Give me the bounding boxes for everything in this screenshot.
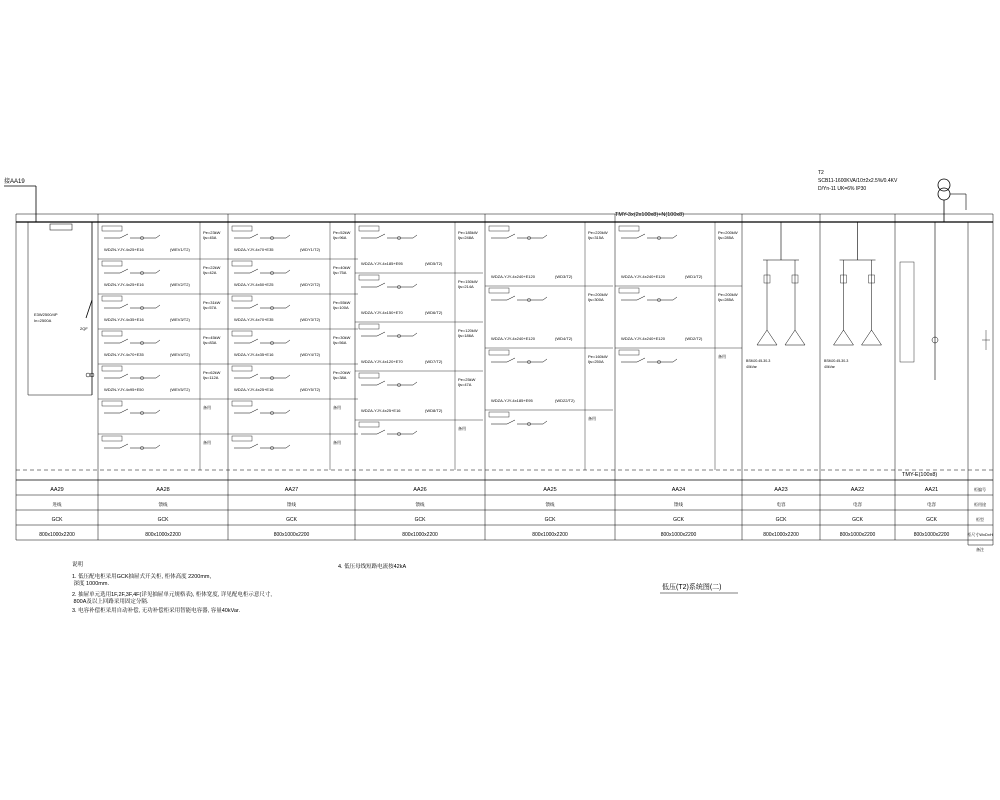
drawer-tag <box>489 288 509 293</box>
feeder-circuit: (WD1/T2) <box>685 274 703 279</box>
feeder-cable: WDZA-YJY-4x240+E120 <box>491 274 535 279</box>
feeder-cable: WDZA-YJY-4x240+E120 <box>621 274 665 279</box>
cabinet-size: 800x1000x2200 <box>39 532 75 538</box>
drawer-tag <box>359 422 379 427</box>
cabinet-size: 800x1000x2200 <box>145 532 181 538</box>
breaker-switch-icon <box>377 430 385 434</box>
cabinet-column <box>532 487 568 538</box>
cabinet-use: 进线 <box>52 502 62 507</box>
cabinet-column <box>763 487 799 538</box>
incoming-feed <box>4 177 36 222</box>
feeder-circuit: (WDY5/T2) <box>300 387 320 392</box>
breaker-switch-icon <box>120 234 128 238</box>
transformer-winding-icon <box>938 188 950 200</box>
cabinet-use: 馈线 <box>158 502 168 507</box>
svg-text:E3W2500/4P: E3W2500/4P <box>34 312 58 317</box>
row-header: 柜用途 <box>974 502 986 507</box>
feeder-cable: WDZA-YJY-4x185+E95 <box>491 398 533 403</box>
feeder-circuit: (WD2/T2) <box>685 336 703 341</box>
row-header: 柜型 <box>976 517 984 522</box>
drawer-tag <box>489 350 509 355</box>
feeder-load: Pe=23kW Ijs=45A <box>203 230 221 240</box>
feeder-circuit: (WD8/T2) <box>425 408 443 413</box>
feeder-cable: WDZA-YJY-4x150+E70 <box>361 310 403 315</box>
drawer-tag <box>359 275 379 280</box>
feeder-cable: WDZN-YJY-4x25+E16 <box>104 247 144 252</box>
drawer-tag <box>232 366 252 371</box>
feeder-drawer <box>228 434 358 450</box>
cabinet-use: 馈线 <box>287 502 296 507</box>
feeder-circuit: (WD3/T2) <box>555 274 573 279</box>
cabinet-id: AA21 <box>924 487 939 493</box>
capacitor-bank <box>900 222 938 380</box>
cabinet-column <box>661 487 697 538</box>
feeder-circuit: (WEV3/T2) <box>170 317 190 322</box>
feeder-load: 备用 <box>718 354 726 359</box>
breaker-switch-icon <box>377 381 385 385</box>
feeder-drawer <box>615 348 742 364</box>
feeder-load: Pe=185kW Ijs=248A <box>458 230 478 240</box>
feeder-drawer <box>98 259 228 287</box>
breaker-switch-icon <box>637 358 645 362</box>
drawer-tag <box>359 324 379 329</box>
drawer-tag <box>359 226 379 231</box>
feeder-drawer <box>102 226 221 252</box>
breaker-switch-icon <box>250 444 258 448</box>
cabinet-type: GCK <box>775 517 787 523</box>
feeder-cable: WDZA-YJY-4x240+E120 <box>621 336 665 341</box>
feeder-load: Pe=40kW Ijs=75A <box>333 265 351 275</box>
breaker-switch-icon <box>377 234 385 238</box>
svg-text:In=2500A: In=2500A <box>34 318 52 323</box>
feeder-circuit: (WDY4/T2) <box>300 352 320 357</box>
cabinet-size: 800x1000x2200 <box>660 532 697 538</box>
capacitor-note: 40kVar <box>746 365 757 369</box>
feeder-drawer <box>98 329 228 357</box>
cabinet-id: AA23 <box>774 487 788 493</box>
capacitor-icon <box>757 330 777 345</box>
drawer-tag <box>102 436 122 441</box>
cabinet-size: 800x1000x2200 <box>839 532 876 538</box>
breaker-switch-icon <box>507 234 515 238</box>
drawer-tag <box>232 436 252 441</box>
incoming-label: 接AA19 <box>4 179 25 185</box>
feeder-circuit: (WD5/T2) <box>425 261 443 266</box>
capacitor-bank <box>746 222 805 369</box>
breaker-switch-icon <box>507 420 515 424</box>
feeder-circuits <box>98 226 742 450</box>
feeder-load: Pe=55kW Ijs=100A <box>333 300 351 310</box>
cabinet-id: AA27 <box>284 487 299 493</box>
drawer-tag <box>489 412 509 417</box>
feeder-load: Pe=52kW Ijs=96A <box>333 230 351 240</box>
feeder-load: Pe=45kW Ijs=83A <box>203 335 221 345</box>
feeder-load: Pe=120kW Ijs=186A <box>458 328 478 338</box>
notes-title: 说明 <box>72 562 84 568</box>
feeder-circuit: (WD4/T2) <box>555 336 573 341</box>
cabinet-column <box>914 487 950 538</box>
feeder-cable: WDZN-YJY-4x25+E16 <box>104 282 144 287</box>
feeder-load: 备用 <box>458 426 466 431</box>
feeder-drawer <box>489 226 608 279</box>
feeder-circuit: (WEV4/T2) <box>170 352 190 357</box>
cabinet-id: AA28 <box>156 487 170 493</box>
capacitor-label: BSMJ0.45-30-3 <box>824 359 849 363</box>
note-item-2: 2. 抽屉单元选用1F,2F,3F,4F(详见抽屉单元规格表), 柜体宽度, 详见配电柜示意尺寸, 800A及以上回路采用固定分隔. <box>72 592 272 605</box>
cabinet-type: GCK <box>286 517 297 523</box>
svg-text:2QF: 2QF <box>80 326 88 331</box>
drawing-title: 低压(T2)系统图(二) <box>662 584 722 591</box>
cabinet-id: AA29 <box>50 487 64 493</box>
feeder-drawer <box>228 259 358 287</box>
breaker-switch-icon <box>250 304 258 308</box>
breaker-switch-icon <box>120 339 128 343</box>
incoming-breaker <box>28 222 94 395</box>
cabinet-size: 800x1000x2200 <box>402 532 438 538</box>
right-margin-marks <box>982 330 990 350</box>
transformer-id: T2 <box>818 170 824 176</box>
cabinet-size: 800x1000x2200 <box>913 532 950 538</box>
feeder-drawer <box>228 399 358 415</box>
feeder-cable: WDZA-YJY-4x240+E120 <box>491 336 535 341</box>
feeder-cable: WDZA-YJY-4x25+E16 <box>234 387 274 392</box>
breaker-switch-icon <box>250 234 258 238</box>
feeder-drawer <box>98 364 228 392</box>
feeder-cable: WDZN-YJY-4x95+E50 <box>104 387 144 392</box>
drawer-tag <box>102 331 122 336</box>
drawing-title-block <box>660 582 738 593</box>
feeder-cable: WDZA-YJY-4x70+E35 <box>234 247 274 252</box>
capacitor-label: BSMJ0.45-30-3 <box>746 359 771 363</box>
notes <box>72 560 406 614</box>
breaker-switch-icon <box>250 374 258 378</box>
drawer-tag <box>232 296 252 301</box>
feeder-circuit: (WEV5/T2) <box>170 387 190 392</box>
note-item-1: 1. 低压配电柜采用GCK抽屉式开关柜, 柜体高度 2200mm, 深度 1000mm. <box>72 574 212 587</box>
feeder-cable: WDZA-YJY-4x50+E25 <box>234 282 274 287</box>
feeder-circuit: (WD6/T2) <box>425 310 443 315</box>
drawer-tag <box>102 261 122 266</box>
note-item-4: 4. 低压母线短路电流按42kA <box>338 564 407 570</box>
capacitor-note: 40kVar <box>824 365 835 369</box>
feeder-circuit: (WD7/T2) <box>425 359 443 364</box>
feeder-cable: WDZN-YJY-4x35+E16 <box>104 317 144 322</box>
breaker-switch-icon <box>120 269 128 273</box>
cabinet-column <box>274 487 310 538</box>
feeder-cable: WDZA-YJY-4x185+E95 <box>361 261 403 266</box>
breaker-switch-icon <box>120 374 128 378</box>
cabinet-use: 电容 <box>853 502 862 507</box>
drawer-tag <box>619 350 639 355</box>
cabinet-column <box>145 487 181 538</box>
transformer-vector: D/Yn-11 UK=6% IP30 <box>818 186 867 192</box>
breaker-switch-icon <box>250 339 258 343</box>
cabinet-id: AA25 <box>543 487 557 493</box>
drawer-tag <box>359 373 379 378</box>
cabinet-type: GCK <box>673 517 684 523</box>
cabinet-type: GCK <box>157 517 169 523</box>
feeder-drawer <box>615 286 742 341</box>
diagram-frame <box>16 214 993 545</box>
breaker-switch-icon <box>377 332 385 336</box>
drawer-tag <box>102 401 122 406</box>
ct-icon <box>86 373 90 377</box>
feeder-load: Pe=200kW Ijs=300A <box>588 292 608 302</box>
breaker-switch-icon <box>637 234 645 238</box>
cabinet-size: 800x1000x2200 <box>763 532 799 538</box>
cabinet-table <box>39 486 993 552</box>
cabinet-use: 馈线 <box>415 502 425 507</box>
breaker-switch-icon <box>120 409 128 413</box>
breaker-switch-icon <box>507 296 515 300</box>
feeder-drawer <box>228 364 358 392</box>
cabinet-size: 800x1000x2200 <box>532 532 568 538</box>
feeder-drawer <box>98 399 228 415</box>
feeder-drawer <box>485 410 613 426</box>
drawer-tag <box>232 401 252 406</box>
note-item-3: 3. 电容补偿柜采用自动补偿, 无功补偿柜采用智能电容器, 容量40kVar. <box>72 608 240 614</box>
row-header: 柜编号 <box>974 487 986 492</box>
feeder-circuit: (WEV1/T2) <box>170 247 190 252</box>
row-header: 柜尺寸WxDxH <box>967 532 993 537</box>
drawer-tag <box>232 226 252 231</box>
cabinet-use: 馈线 <box>545 502 555 507</box>
transformer-model: SCB11-1600KVA/10±2x2.5%/0.4KV <box>818 178 898 184</box>
cabinet-column <box>840 487 876 538</box>
cabinet-column <box>39 487 75 538</box>
feeder-drawer <box>228 294 358 322</box>
cabinet-type: GCK <box>926 517 937 523</box>
cabinet-type: GCK <box>544 517 556 523</box>
cabinet-id: AA26 <box>413 487 427 493</box>
feeder-drawer <box>619 226 738 279</box>
cabinet-type: GCK <box>51 517 63 523</box>
busbar-pe-label: TMY-E(100x8) <box>902 472 938 478</box>
feeder-drawer <box>232 226 351 252</box>
capacitor-icon <box>834 330 854 345</box>
capacitor-banks <box>746 222 938 380</box>
feeder-drawer <box>98 434 228 450</box>
breaker-switch-icon <box>86 300 92 318</box>
cabinet-id: AA22 <box>850 487 865 493</box>
feeder-load: Pe=150kW Ijs=214A <box>458 279 478 289</box>
breaker-switch-icon <box>637 296 645 300</box>
cabinet-use: 电容 <box>927 502 936 507</box>
feeder-circuit: (WD22/T2) <box>555 398 575 403</box>
feeder-drawer <box>485 286 613 341</box>
capacitor-icon <box>785 330 805 345</box>
breaker-switch-icon <box>250 409 258 413</box>
drawer-tag <box>102 296 122 301</box>
feeder-cable: WDZA-YJY-4x35+E16 <box>234 352 274 357</box>
feeder-load: 备用 <box>333 405 341 410</box>
breaker-switch-icon <box>507 358 515 362</box>
capacitor-icon <box>862 330 882 345</box>
feeder-load: Pe=62kW Ijs=112A <box>203 370 221 380</box>
cabinet-size: 800x1000x2200 <box>273 532 310 538</box>
drawer-tag <box>102 366 122 371</box>
row-header: 备注 <box>976 547 984 552</box>
cabinet-column <box>402 487 438 538</box>
cabinet-id: AA24 <box>671 487 686 493</box>
busbar-main-label: TMY-3x(2x100x8)+N(100x8) <box>615 212 685 218</box>
feeder-load: Pe=160kW Ijs=250A <box>588 354 608 364</box>
breaker-switch-icon <box>120 444 128 448</box>
breaker-switch-icon <box>377 283 385 287</box>
feeder-drawer <box>98 294 228 322</box>
capacitor-bank <box>824 222 882 369</box>
feeder-load: Pe=25kW Ijs=47A <box>458 377 476 387</box>
drawer-tag <box>102 226 122 231</box>
feeder-circuit: (WDY1/T2) <box>300 247 320 252</box>
feeder-drawer <box>485 348 613 403</box>
breaker-switch-icon <box>250 269 258 273</box>
feeder-load: 备用 <box>203 405 211 410</box>
feeder-load: 备用 <box>588 416 596 421</box>
feeder-drawer <box>355 420 483 436</box>
feeder-load: Pe=220kW Ijs=315A <box>588 230 608 240</box>
feeder-cable: WDZA-YJY-4x120+E70 <box>361 359 403 364</box>
feeder-cable: WDZA-YJY-4x25+E16 <box>361 408 401 413</box>
feeder-drawer <box>359 226 478 266</box>
feeder-drawer <box>355 322 483 364</box>
cabinet-use: 电容 <box>776 502 786 507</box>
feeder-load: Pe=22kW Ijs=42A <box>203 265 221 275</box>
feeder-load: Pe=20kW Ijs=38A <box>333 370 351 380</box>
drawer-tag <box>232 261 252 266</box>
drawer-tag <box>489 226 509 231</box>
feeder-circuit: (WDY3/T2) <box>300 317 320 322</box>
feeder-drawer <box>355 273 483 315</box>
feeder-drawer <box>355 371 483 413</box>
feeder-circuit: (WDY2/T2) <box>300 282 320 287</box>
feeder-load: Pe=200kW Ijs=285A <box>718 292 738 302</box>
feeder-cable: WDZN-YJY-4x70+E35 <box>104 352 144 357</box>
feeder-load: 备用 <box>203 440 211 445</box>
cabinet-type: GCK <box>852 517 863 523</box>
cabinet-use: 馈线 <box>674 502 683 507</box>
feeder-load: 备用 <box>333 440 341 445</box>
feeder-load: Pe=30kW Ijs=56A <box>333 335 351 345</box>
drawer-tag <box>232 331 252 336</box>
feeder-drawer <box>228 329 358 357</box>
cabinet-type: GCK <box>414 517 426 523</box>
feeder-load: Pe=31kW Ijs=57A <box>203 300 221 310</box>
feeder-load: Pe=200kW Ijs=285A <box>718 230 738 240</box>
breaker-switch-icon <box>120 304 128 308</box>
drawer-tag <box>619 288 639 293</box>
feeder-cable: WDZA-YJY-4x70+E35 <box>234 317 274 322</box>
drawer-tag <box>619 226 639 231</box>
feeder-circuit: (WEV2/T2) <box>170 282 190 287</box>
